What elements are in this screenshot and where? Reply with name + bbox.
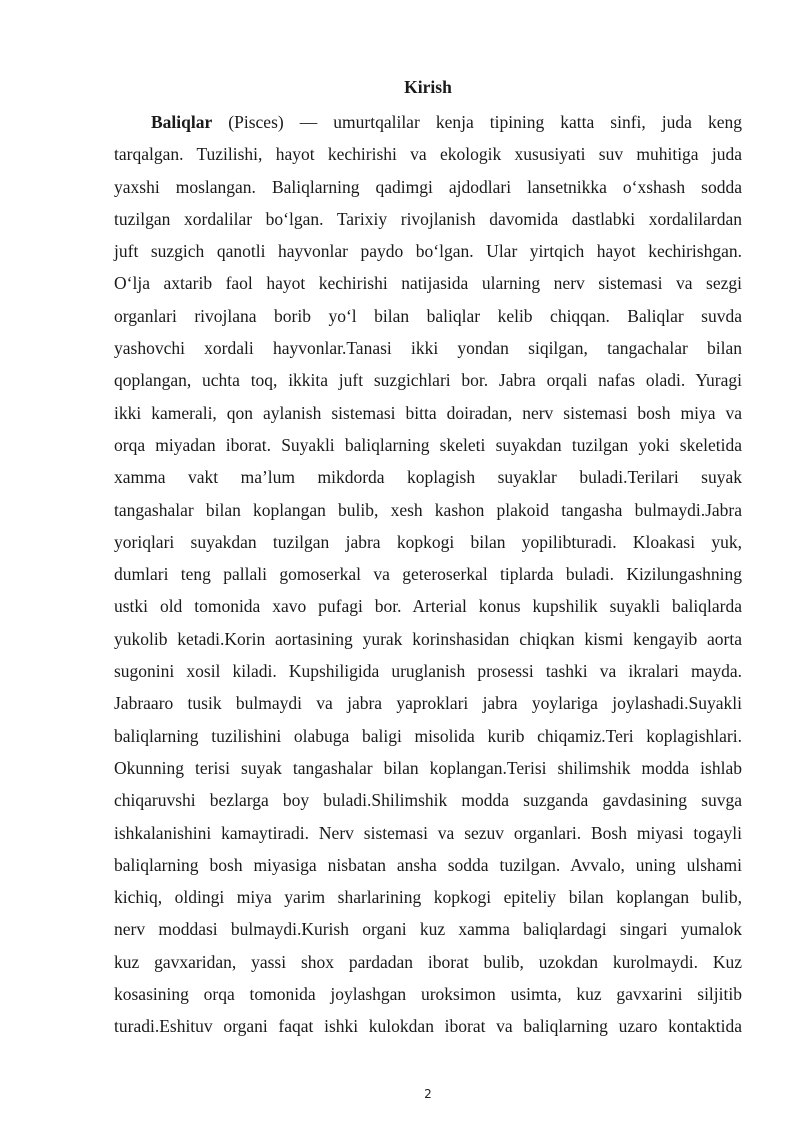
text-line: nerv moddasi bulmaydi.Kurish organi kuz xamma baliqlardagi singari yumalok <box>114 919 742 940</box>
body-text <box>114 106 742 1043</box>
section-title: Kirish <box>404 77 452 97</box>
text-line: Okunning terisi suyak tangashalar bilan koplangan.Terisi shilimshik modda ishlab <box>114 757 742 778</box>
text-line: yashovchi xordali hayvonlar.Tanasi ikki yondan siqilgan, tangachalar bilan <box>114 338 742 359</box>
text-line: qoplangan, uchta toq, ikkita juft suzgichlari bor. Jabra orqali nafas oladi. Yuragi <box>114 370 742 391</box>
text-line: turadi.Eshituv organi faqat ishki kulokdan iborat va baliqlarning uzaro kontaktida <box>114 1016 742 1037</box>
text-line: baliqlarning bosh miyasiga nisbatan ansha sodda tuzilgan. Avvalo, uning ulshami <box>114 854 742 875</box>
text-line: O‘lja axtarib faol hayot kechirishi natijasida ularning nerv sistemasi va sezgi <box>114 273 742 294</box>
text-line: xamma vakt ma’lum mikdorda koplagish suyaklar buladi.Terilari suyak <box>114 467 742 488</box>
text-line: yoriqlari suyakdan tuzilgan jabra kopkogi bilan yopilibturadi. Kloakasi yuk, <box>114 531 742 552</box>
text-line: yukolib ketadi.Korin aortasining yurak korinshasidan chiqkan kismi kengayib aorta <box>114 628 742 649</box>
paragraph-first-line <box>114 106 742 138</box>
text-line: dumlari teng pallali gomoserkal va geteroserkal tiplarda buladi. Kizilungashning <box>114 564 742 585</box>
text-line: chiqaruvshi bezlarga boy buladi.Shilimshik modda suzganda gavdasining suvga <box>114 790 742 811</box>
page-number: 2 <box>424 1087 432 1101</box>
text-line: kuz gavxaridan, yassi shox pardadan iborat bulib, uzokdan kurolmaydi. Kuz <box>114 951 742 972</box>
text-line: tangashalar bilan koplangan bulib, xesh kashon plakoid tangasha bulmaydi.Jabra <box>114 499 742 520</box>
text-line: baliqlarning tuzilishini olabuga baligi misolida kurib chiqamiz.Teri koplagishlari. <box>114 725 742 746</box>
text-line: kichiq, oldingi miya yarim sharlarining kopkogi epiteliy bilan koplangan bulib, <box>114 887 742 908</box>
text-line: kosasining orqa tomonida joylashgan uroksimon usimta, kuz gavxarini siljitib <box>114 984 742 1005</box>
text-line: organlari rivojlana borib yo‘l bilan baliqlar kelib chiqqan. Baliqlar suvda <box>114 305 742 326</box>
text-line: juft suzgich qanotli hayvonlar paydo bo‘lgan. Ular yirtqich hayot kechirishgan. <box>114 241 742 262</box>
text-line: yaxshi moslangan. Baliqlarning qadimgi ajdodlari lansetnikka o‘xshash sodda <box>114 176 742 197</box>
text-line: ishkalanishini kamaytiradi. Nerv sistemasi va sezuv organlari. Bosh miyasi togayli <box>114 822 742 843</box>
text-line: ikki kamerali, qon aylanish sistemasi bitta doiradan, nerv sistemasi bosh miya va <box>114 402 742 423</box>
text-line: sugonini xosil kiladi. Kupshiligida uruglanish prosessi tashki va ikralari mayda. <box>114 661 742 682</box>
text-line: ustki old tomonida xavo pufagi bor. Arterial konus kupshilik suyakli baliqlarda <box>114 596 742 617</box>
text-line: tarqalgan. Tuzilishi, hayot kechirishi va ekologik xususiyati suv muhitiga juda <box>114 144 742 165</box>
text-line: Jabraaro tusik bulmaydi va jabra yaproklari jabra yoylariga joylashadi.Suyakli <box>114 693 742 714</box>
text-line: tuzilgan xordalilar bo‘lgan. Tarixiy rivojlanish davomida dastlabki xordalilardan <box>114 208 742 229</box>
first-line-rest: (Pisces) — umurtqalilar kenja tipining katta sinfi, juda keng <box>212 112 742 132</box>
term-bold: Baliqlar <box>151 112 213 132</box>
text-line: orqa miyadan iborat. Suyakli baliqlarning skeleti suyakdan tuzilgan yoki skeletida <box>114 434 742 455</box>
